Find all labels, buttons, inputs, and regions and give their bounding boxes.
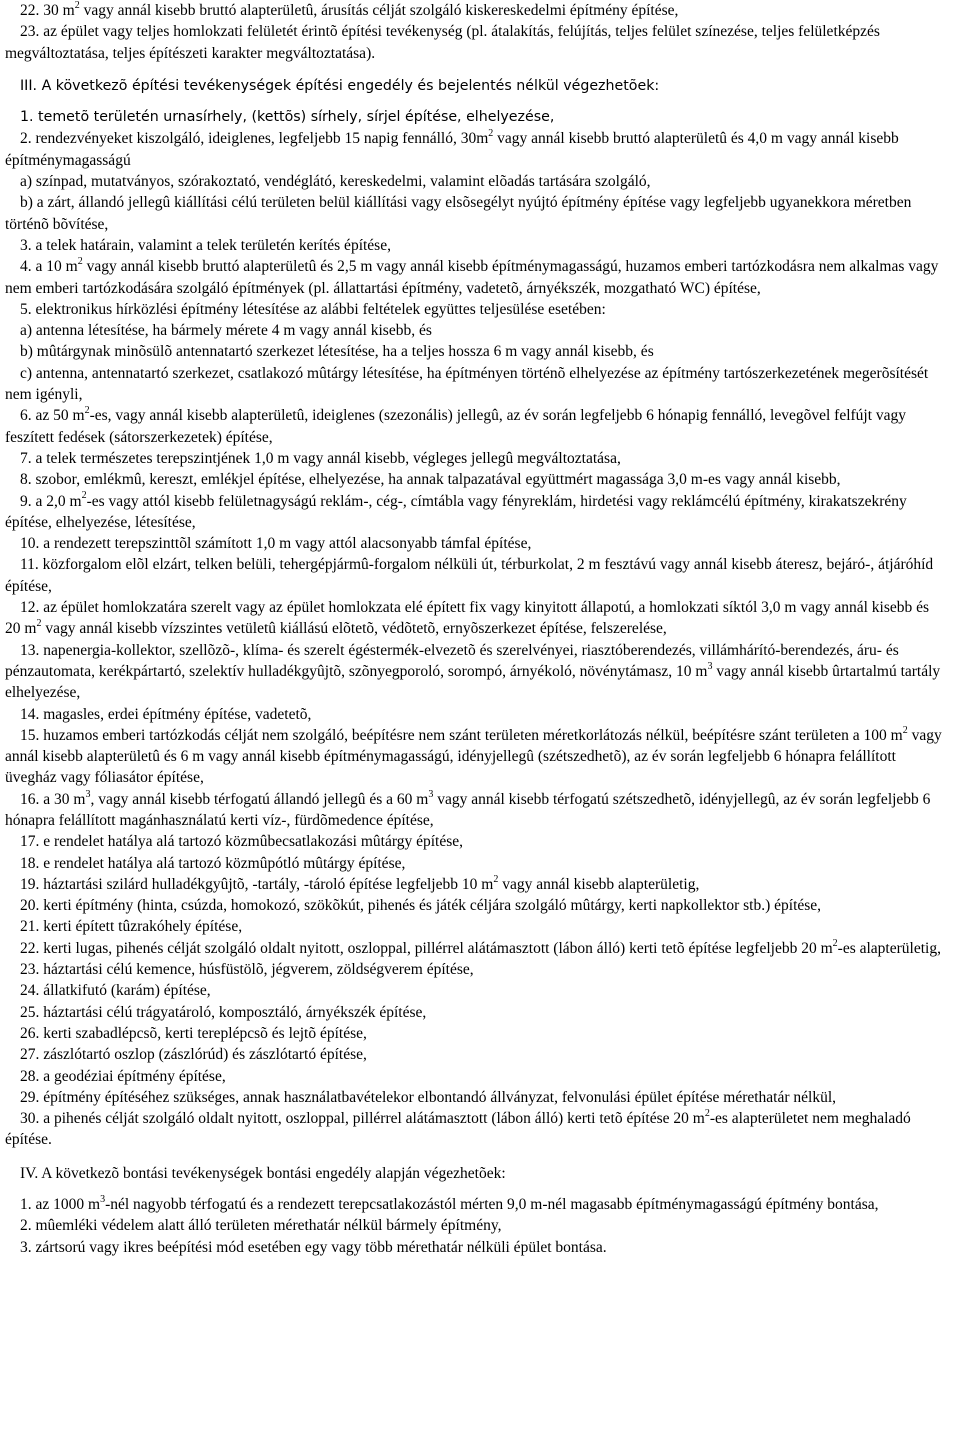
list-item xyxy=(5,789,942,832)
text-run: 25. háztartási célú trágyatároló, komposztáló, árnyékszék építése, xyxy=(20,1003,427,1021)
list-item xyxy=(5,916,942,937)
list-item xyxy=(5,1044,942,1065)
text-run: 28. a geodéziai építmény építése, xyxy=(20,1067,226,1085)
section-heading xyxy=(5,1163,942,1184)
list-item xyxy=(5,853,942,874)
list-item xyxy=(5,704,942,725)
text-run: -nél nagyobb térfogatú és a rendezett terepcsatlakozástól mérten 9,0 m-nél magasabb építménymagasságú építmény bontása, xyxy=(105,1196,879,1214)
text-run: vagy annál kisebb bruttó alapterületû és 2,5 m vagy annál kisebb építménymagasságú, huzamos emberi tartózkodásra nem alkalmas vagy nem emberi tartózkodására szolgáló építmények (pl. állattartási építmény, vadetetõ, árnyékszék, mozgatható WC) építése, xyxy=(5,258,939,297)
list-item xyxy=(5,171,942,192)
text-run: -es alapterületet nem meghaladó építése. xyxy=(5,1110,911,1149)
text-run: -es, vagy annál kisebb alapterületû, ideiglenes (szezonális) jellegû, az év során legfeljebb 6 hónapig fennálló, levegõvel felfújt vagy feszített fedések (sátorszerkezetek) építése, xyxy=(5,407,907,446)
list-item xyxy=(5,597,942,640)
text-run: 6. az 50 m xyxy=(20,407,85,425)
text-run: 15. huzamos emberi tartózkodás célját nem szolgáló, beépítésre nem szánt területen méretkorlátozás nélkül, beépítésre szánt területen a 100 m xyxy=(20,726,903,744)
list-item xyxy=(5,1194,942,1215)
text-run: 27. zászlótartó oszlop (zászlórúd) és zászlótartó építése, xyxy=(20,1046,367,1064)
text-run: 4. a 10 m xyxy=(20,258,78,276)
text-run: a) színpad, mutatványos, szórakoztató, vendéglátó, kereskedelmi, valamint elõadás tartására szolgáló, xyxy=(20,173,651,191)
text-run: b) mûtárgynak minõsülõ antennatartó szerkezet létesítése, ha a teljes hossza 6 m vagy annál kisebb, és xyxy=(20,343,654,361)
text-run: 23. háztartási célú kemence, húsfüstölõ, jégverem, zöldségverem építése, xyxy=(20,961,474,979)
list-item xyxy=(5,1237,942,1258)
text-run: -es vagy attól kisebb felületnagyságú reklám-, cég-, címtábla vagy fényreklám, hirdetési vagy reklámcélú építmény, kirakatszekrény építése, elhelyezése, létesítése, xyxy=(5,492,907,531)
superscript: 2 xyxy=(902,724,908,736)
list-item xyxy=(5,980,942,1001)
text-run: 5. elektronikus hírközlési építmény létesítése az alábbi feltételek együttes teljesülése esetében: xyxy=(20,300,606,318)
list-item xyxy=(5,21,942,64)
text-run: 9. a 2,0 m xyxy=(20,492,82,510)
text-run: vagy annál kisebb térfogatú szétszedhetõ, idényjellegû, az év során legfeljebb 6 hónapra felállított magánhasználatú kerti víz-, fürdõmedence építése, xyxy=(5,790,931,829)
list-item xyxy=(5,1087,942,1108)
text-run: vagy annál kisebb alapterületû és 6 m vagy annál kisebb építménymagasságú, idényjellegû (szétszedhetõ), az év során legfeljebb 6 hónapra felállított üvegház vagy fóliasátor építése, xyxy=(5,726,942,787)
text-run: 23. az épület vagy teljes homlokzati felületét érintõ építési tevékenység (pl. átalakítás, felújítás, teljes felület színezése, teljes felületképzés megváltoztatása, teljes építészeti karakter megváltoztatása). xyxy=(5,23,880,62)
list-item xyxy=(5,320,942,341)
list-item xyxy=(5,725,942,789)
text-run: 10. a rendezett terepszinttõl számított 1,0 m vagy attól alacsonyabb támfal építése, xyxy=(20,535,532,553)
superscript: 2 xyxy=(704,1107,710,1119)
text-run: 13. napenergia-kollektor, szellõzõ-, klíma- és szerelt égéstermék-elvezetõ és szerelvényei, riasztóberendezés, villámhárító-berendezés, áru- és pénzautomata, kerékpártartó, szelektív hulladékgyûjtõ, szõnyegporoló, sorompó, árnyékoló, növénytámasz, 10 m xyxy=(5,641,899,680)
list-item xyxy=(5,448,942,469)
section-heading xyxy=(5,76,942,97)
text-run: 24. állatkifutó (karám) építése, xyxy=(20,982,211,1000)
list-item xyxy=(5,299,942,320)
list-item xyxy=(5,491,942,534)
superscript: 2 xyxy=(488,128,494,140)
text-run: 12. az épület homlokzatára szerelt vagy az épület homlokzata elé épített fix vagy kinyitott állapotú, a homlokzati síktól 3,0 m vagy annál kisebb és 20 m xyxy=(5,599,930,638)
text-run: IV. A következõ bontási tevékenységek bontási engedély alapján végezhetõek: xyxy=(20,1164,506,1182)
list-item xyxy=(5,1108,942,1151)
list-item xyxy=(5,895,942,916)
text-run: 21. kerti épített tûzrakóhely építése, xyxy=(20,918,243,936)
list-item xyxy=(5,640,942,704)
list-item xyxy=(5,533,942,554)
text-run: vagy annál kisebb bruttó alapterületû, árusítás célját szolgáló kiskereskedelmi építmény építése, xyxy=(79,2,679,19)
text-run: 16. a 30 m xyxy=(20,790,86,808)
list-item xyxy=(5,256,942,299)
superscript: 2 xyxy=(74,0,80,11)
superscript: 3 xyxy=(85,788,91,800)
list-item xyxy=(5,874,942,895)
text-run: 1. temetõ területén urnasírhely, (kettõs) sírhely, sírjel építése, elhelyezése, xyxy=(20,109,555,126)
list-item xyxy=(5,192,942,235)
text-run: 22. kerti lugas, pihenés célját szolgáló oldalt nyitott, oszloppal, pillérrel alátámasztott (lábon álló) kerti tetõ építése legfeljebb 20 m xyxy=(20,939,833,957)
list-item xyxy=(5,107,942,128)
text-run: 26. kerti szabadlépcsõ, kerti tereplépcsõ és lejtõ építése, xyxy=(20,1024,367,1042)
list-item xyxy=(5,831,942,852)
list-item xyxy=(5,405,942,448)
text-run: 11. közforgalom elõl elzárt, telken belüli, tehergépjármû-forgalom nélküli út, térburkolat, 2 m fesztávú vagy annál kisebb áteresz, bejáró-, átjáróhíd építése, xyxy=(5,556,934,595)
superscript: 2 xyxy=(84,405,90,417)
text-run: vagy annál kisebb ûrtartalmú tartály elhelyezése, xyxy=(5,662,941,702)
text-run: 14. magasles, erdei építmény építése, vadetetõ, xyxy=(20,705,312,723)
superscript: 2 xyxy=(493,873,499,885)
text-run: 2. rendezvényeket kiszolgáló, ideiglenes, legfeljebb 15 napig fennálló, 30m xyxy=(20,130,489,148)
superscript: 2 xyxy=(832,937,838,949)
list-item xyxy=(5,341,942,362)
superscript: 2 xyxy=(36,618,42,630)
text-run: 2. mûemléki védelem alatt álló területen mérethatár nélkül bármely építmény, xyxy=(20,1217,502,1235)
text-run: 22. 30 m xyxy=(20,2,75,19)
text-run: c) antenna, antennatartó szerkezet, csatlakozó mûtárgy létesítése, ha építményen történõ elhelyezése az építmény tartószerkezetének megerõsítését nem igényli, xyxy=(5,364,929,404)
text-run: 19. háztartási szilárd hulladékgyûjtõ, -tartály, -tároló építése legfeljebb 10 m xyxy=(20,875,494,893)
text-run: , vagy annál kisebb térfogatú állandó jellegû és a 60 m xyxy=(90,790,429,808)
list-item xyxy=(5,235,942,256)
text-run: 20. kerti építmény (hinta, csúzda, homokozó, szökõkút, pihenés és játék céljára szolgáló mûtárgy, kerti napkollektor stb.) építése, xyxy=(20,897,822,915)
list-item xyxy=(5,938,942,959)
text-run: 3. zártsorú vagy ikres beépítési mód esetében egy vagy több mérethatár nélküli épület bontása. xyxy=(20,1238,607,1256)
superscript: 2 xyxy=(77,256,83,268)
text-run: vagy annál kisebb alapterületig, xyxy=(498,875,700,893)
text-run: 8. szobor, emlékmû, kereszt, emlékjel építése, elhelyezése, ha annak talpazatával együttmért magassága 3,0 m-es vagy annál kisebb, xyxy=(20,471,841,489)
list-item xyxy=(5,959,942,980)
text-run: b) a zárt, állandó jellegû kiállítási célú területen belül kiállítási vagy elsõsegélyt nyújtó építmény építése vagy legfeljebb ugyanekkora méretben történõ bõvítése, xyxy=(5,194,912,233)
list-item xyxy=(5,1023,942,1044)
list-item xyxy=(5,469,942,490)
text-run: 18. e rendelet hatálya alá tartozó közmûpótló mûtárgy építése, xyxy=(20,854,406,872)
text-run: a) antenna létesítése, ha bármely mérete 4 m vagy annál kisebb, és xyxy=(20,322,432,340)
superscript: 3 xyxy=(428,788,434,800)
superscript: 3 xyxy=(707,660,713,672)
list-item xyxy=(5,1215,942,1236)
text-run: III. A következõ építési tevékenységek építési engedély és bejelentés nélkül végezhetõek: xyxy=(20,77,660,94)
list-item xyxy=(5,363,942,406)
list-item xyxy=(5,1066,942,1087)
text-run: vagy annál kisebb vízszintes vetületû kiállású elõtetõ, védõtetõ, ernyõszerkezet építése, felszerelése, xyxy=(41,620,667,638)
text-run: 1. az 1000 m xyxy=(20,1196,101,1214)
text-run: 7. a telek természetes terepszintjének 1,0 m vagy annál kisebb, végleges jellegû megváltoztatása, xyxy=(20,449,621,467)
list-item xyxy=(5,554,942,597)
superscript: 3 xyxy=(100,1193,106,1205)
text-run: -es alapterületig, xyxy=(837,939,941,957)
list-item xyxy=(5,128,942,171)
superscript: 2 xyxy=(81,490,87,502)
text-run: 17. e rendelet hatálya alá tartozó közmûbecsatlakozási mûtárgy építése, xyxy=(20,833,463,851)
text-run: 3. a telek határain, valamint a telek területén kerítés építése, xyxy=(20,236,391,254)
text-run: 30. a pihenés célját szolgáló oldalt nyitott, oszloppal, pillérrel alátámasztott (lábon álló) kerti tetõ építése 20 m xyxy=(20,1110,705,1128)
text-run: vagy annál kisebb bruttó alapterületû és 4,0 m vagy annál kisebb építménymagasságú xyxy=(5,130,899,169)
list-item xyxy=(5,0,942,21)
text-run: 29. építmény építéséhez szükséges, annak használatbavételekor elbontandó állványzat, felvonulási épület építése mérethatár nélkül, xyxy=(20,1088,837,1106)
list-item xyxy=(5,1002,942,1023)
